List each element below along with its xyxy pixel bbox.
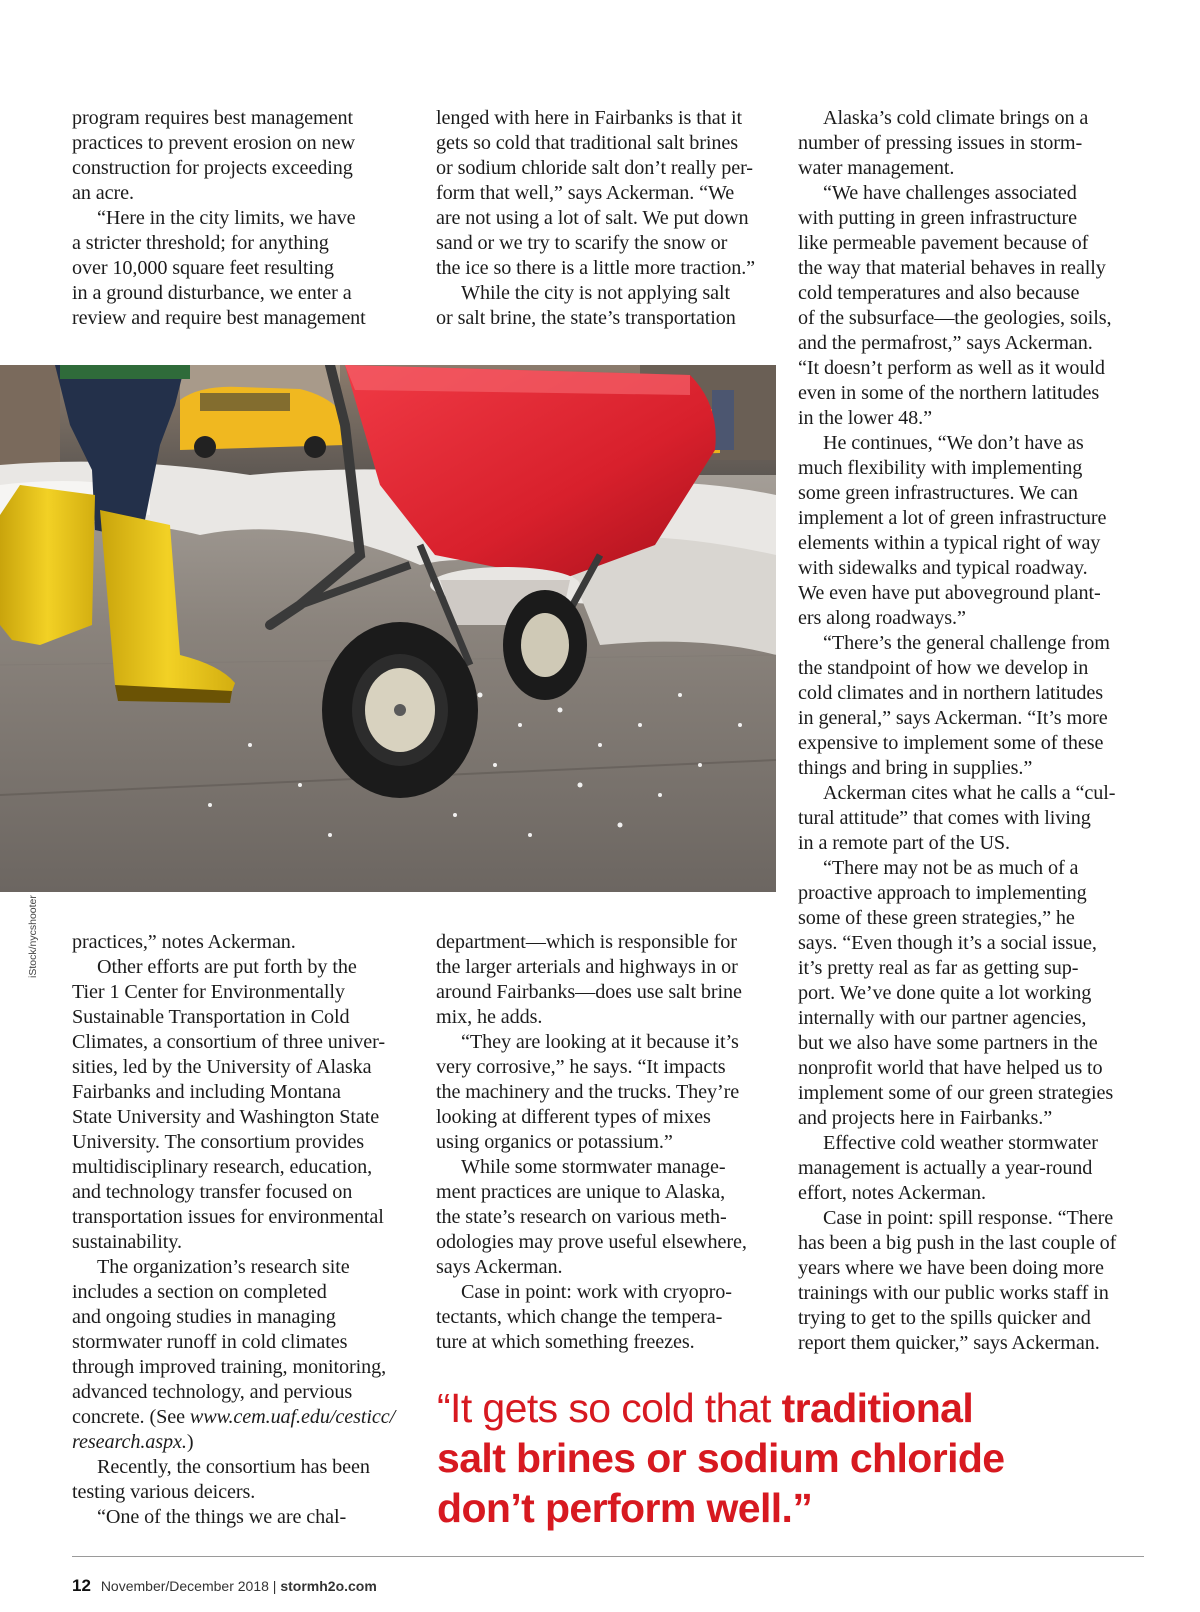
- text-line: the machinery and the trucks. They’re: [436, 1081, 740, 1103]
- text-line: through improved training, monitoring,: [72, 1356, 387, 1378]
- text-line: “It doesn’t perform as well as it would: [798, 357, 1105, 379]
- text-line: and technology transfer focused on: [72, 1181, 353, 1203]
- text-line: department—which is responsible for: [436, 931, 737, 953]
- pull-quote: [437, 1383, 1157, 1533]
- paragraph: [72, 1505, 417, 1530]
- photo-credit: iStock/nycshooter: [27, 895, 39, 978]
- text-line: tectants, which change the tempera-: [436, 1306, 723, 1328]
- text-line: the larger arterials and highways in or: [436, 956, 738, 978]
- column-1-bottom: [72, 930, 417, 1530]
- text-line: While the city is not applying salt: [461, 282, 730, 304]
- text-line: includes a section on completed: [72, 1281, 327, 1303]
- text-line: using organics or potassium.”: [436, 1131, 673, 1153]
- text-line: stormwater runoff in cold climates: [72, 1331, 348, 1353]
- paragraph: [72, 930, 417, 955]
- text-line: program requires best management: [72, 107, 354, 129]
- text-line: construction for projects exceeding: [72, 157, 353, 179]
- paragraph: [436, 1030, 776, 1155]
- text-line: around Fairbanks—does use salt brine: [436, 981, 742, 1003]
- text-line: in a ground disturbance, we enter a: [72, 282, 352, 304]
- text-line: State University and Washington State: [72, 1106, 380, 1128]
- text-line: the standpoint of how we develop in: [798, 657, 1089, 679]
- text-line: trying to get to the spills quicker and: [798, 1307, 1091, 1329]
- paragraph: [798, 856, 1143, 1131]
- text-line: even in some of the northern latitudes: [798, 382, 1100, 404]
- text-line: Effective cold weather stormwater: [823, 1132, 1098, 1154]
- text-line: things and bring in supplies.”: [798, 757, 1033, 779]
- text-line: report them quicker,” says Ackerman.: [798, 1332, 1100, 1354]
- text-line: transportation issues for environmental: [72, 1206, 384, 1228]
- text-line: effort, notes Ackerman.: [798, 1182, 986, 1204]
- text-line: looking at different types of mixes: [436, 1106, 711, 1128]
- paragraph: [436, 1280, 776, 1355]
- column-2-top: [436, 106, 776, 331]
- text-line: cold climates and in northern latitudes: [798, 682, 1103, 704]
- pull-quote-line3: don’t perform well.”: [437, 1485, 813, 1531]
- text-line: the ice so there is a little more traction.”: [436, 257, 756, 279]
- paragraph: [798, 631, 1143, 781]
- text-line: but we also have some partners in the: [798, 1032, 1098, 1054]
- text-line: and projects here in Fairbanks.”: [798, 1107, 1053, 1129]
- text-line: review and require best management: [72, 307, 366, 329]
- text-line: sand or we try to scarify the snow or: [436, 232, 728, 254]
- text-line: implement some of our green strategies: [798, 1082, 1114, 1104]
- text-line: While some stormwater manage-: [461, 1156, 726, 1178]
- text-line: or salt brine, the state’s transportation: [436, 307, 736, 329]
- text-line: management is actually a year-round: [798, 1157, 1093, 1179]
- page-footer: [72, 1576, 377, 1596]
- paragraph: [72, 106, 412, 206]
- text-line: water management.: [798, 157, 955, 179]
- text-line: with sidewalks and typical roadway.: [798, 557, 1088, 579]
- text-line: says Ackerman.: [436, 1256, 563, 1278]
- text-line: sustainability.: [72, 1231, 182, 1253]
- text-line: a stricter threshold; for anything: [72, 232, 329, 254]
- salt-spreader-photo: [0, 365, 776, 892]
- text-line: nonprofit world that have helped us to: [798, 1057, 1103, 1079]
- text-line: Tier 1 Center for Environmentally: [72, 981, 345, 1003]
- text-line: “We have challenges associated: [823, 182, 1077, 204]
- text-line: some of these green strategies,” he: [798, 907, 1075, 929]
- text-line: lenged with here in Fairbanks is that it: [436, 107, 743, 129]
- text-line: much flexibility with implementing: [798, 457, 1083, 479]
- text-line: an acre.: [72, 182, 134, 204]
- paragraph: [72, 1455, 417, 1505]
- text-line: gets so cold that traditional salt brines: [436, 132, 739, 154]
- text-line: Recently, the consortium has been: [97, 1456, 370, 1478]
- text-line: implement a lot of green infrastructure: [798, 507, 1107, 529]
- paragraph: [798, 1206, 1143, 1356]
- paragraph: [436, 930, 776, 1030]
- paragraph: [436, 106, 776, 281]
- text-line: “Here in the city limits, we have: [97, 207, 356, 229]
- text-line: He continues, “We don’t have as: [823, 432, 1084, 454]
- text-line: in the lower 48.”: [798, 407, 932, 429]
- see-url-paragraph: concrete. (See www.cem.uaf.edu/cesticc/ research.aspx.): [72, 1406, 396, 1453]
- text-line: Sustainable Transportation in Cold: [72, 1006, 350, 1028]
- page-number: 12: [72, 1576, 91, 1595]
- paragraph: [798, 106, 1143, 181]
- pull-quote-line1-light: “It gets so cold that: [437, 1385, 782, 1431]
- text-line: number of pressing issues in storm-: [798, 132, 1083, 154]
- text-line: University. The consortium provides: [72, 1131, 364, 1153]
- column-1-end-body: [72, 1455, 417, 1530]
- text-line: practices,” notes Ackerman.: [72, 931, 296, 953]
- text-line: multidisciplinary research, education,: [72, 1156, 373, 1178]
- text-line: We even have put aboveground plant-: [798, 582, 1101, 604]
- paragraph: [798, 781, 1143, 856]
- column-3: [798, 106, 1143, 1356]
- text-line: Other efforts are put forth by the: [97, 956, 357, 978]
- text-line: tural attitude” that comes with living: [798, 807, 1091, 829]
- column-1-bottom-body: [72, 930, 417, 1405]
- text-line: in a remote part of the US.: [798, 832, 1011, 854]
- text-line: trainings with our public works staff in: [798, 1282, 1109, 1304]
- text-line: like permeable pavement because of: [798, 232, 1089, 254]
- text-line: sities, led by the University of Alaska: [72, 1056, 372, 1078]
- footer-rule: [72, 1556, 1144, 1557]
- text-line: expensive to implement some of these: [798, 732, 1104, 754]
- column-2-bottom: [436, 930, 776, 1355]
- text-line: ment practices are unique to Alaska,: [436, 1181, 726, 1203]
- text-line: and ongoing studies in managing: [72, 1306, 336, 1328]
- text-line: “There may not be as much of a: [823, 857, 1079, 879]
- site-link[interactable]: stormh2o.com: [280, 1578, 377, 1594]
- text-line: Ackerman cites what he calls a “cul-: [823, 782, 1116, 804]
- text-line: mix, he adds.: [436, 1006, 543, 1028]
- text-line: port. We’ve done quite a lot working: [798, 982, 1092, 1004]
- text-line: over 10,000 square feet resulting: [72, 257, 334, 279]
- text-line: ers along roadways.”: [798, 607, 966, 629]
- text-line: form that well,” says Ackerman. “We: [436, 182, 735, 204]
- text-line: internally with our partner agencies,: [798, 1007, 1087, 1029]
- issue-date: November/December 2018: [100, 1578, 269, 1594]
- text-line: and the permafrost,” says Ackerman.: [798, 332, 1093, 354]
- paragraph: [798, 431, 1143, 631]
- text-line: advanced technology, and pervious: [72, 1381, 353, 1403]
- text-line: “There’s the general challenge from: [823, 632, 1110, 654]
- text-line: in general,” says Ackerman. “It’s more: [798, 707, 1108, 729]
- text-line: “One of the things we are chal-: [97, 1506, 347, 1528]
- text-line: Alaska’s cold climate brings on a: [823, 107, 1089, 129]
- text-line: or sodium chloride salt don’t really per-: [436, 157, 753, 179]
- text-line: Climates, a consortium of three univer-: [72, 1031, 385, 1053]
- text-line: the way that material behaves in really: [798, 257, 1106, 279]
- text-line: says. “Even though it’s a social issue,: [798, 932, 1097, 954]
- url-link-part2[interactable]: research.aspx.: [72, 1431, 187, 1453]
- text-line: proactive approach to implementing: [798, 882, 1087, 904]
- paragraph: [436, 281, 776, 331]
- text-line: “They are looking at it because it’s: [461, 1031, 739, 1053]
- paragraph: [72, 1255, 417, 1405]
- paragraph: [72, 955, 417, 1255]
- text-line: testing various deicers.: [72, 1481, 256, 1503]
- text-line: elements within a typical right of way: [798, 532, 1101, 554]
- paragraph: [436, 1155, 776, 1280]
- text-line: are not using a lot of salt. We put down: [436, 207, 749, 229]
- footer-separator: |: [272, 1578, 277, 1594]
- paragraph: [798, 181, 1143, 431]
- text-line: years where we have been doing more: [798, 1257, 1104, 1279]
- text-line: Fairbanks and including Montana: [72, 1081, 341, 1103]
- column-1-top: [72, 106, 412, 331]
- text-line: Case in point: spill response. “There: [823, 1207, 1114, 1229]
- text-line: the state’s research on various meth-: [436, 1206, 727, 1228]
- pull-quote-line1-bold: traditional: [781, 1385, 974, 1431]
- text-line: with putting in green infrastructure: [798, 207, 1077, 229]
- text-line: odologies may prove useful elsewhere,: [436, 1231, 747, 1253]
- text-line: very corrosive,” he says. “It impacts: [436, 1056, 726, 1078]
- pull-quote-line2: salt brines or sodium chloride: [437, 1435, 1005, 1481]
- text-line: it’s pretty real as far as getting sup-: [798, 957, 1079, 979]
- text-line: Case in point: work with cryopro-: [461, 1281, 732, 1303]
- paragraph: [798, 1131, 1143, 1206]
- text-line: some green infrastructures. We can: [798, 482, 1078, 504]
- text-line: has been a big push in the last couple of: [798, 1232, 1117, 1254]
- text-line: of the subsurface—the geologies, soils,: [798, 307, 1112, 329]
- url-link-part1[interactable]: www.cem.uaf.edu/cesticc/: [189, 1406, 396, 1428]
- paragraph: [72, 206, 412, 331]
- text-line: cold temperatures and also because: [798, 282, 1080, 304]
- text-line: ture at which something freezes.: [436, 1331, 695, 1353]
- text-line: practices to prevent erosion on new: [72, 132, 355, 154]
- text-line: The organization’s research site: [97, 1256, 350, 1278]
